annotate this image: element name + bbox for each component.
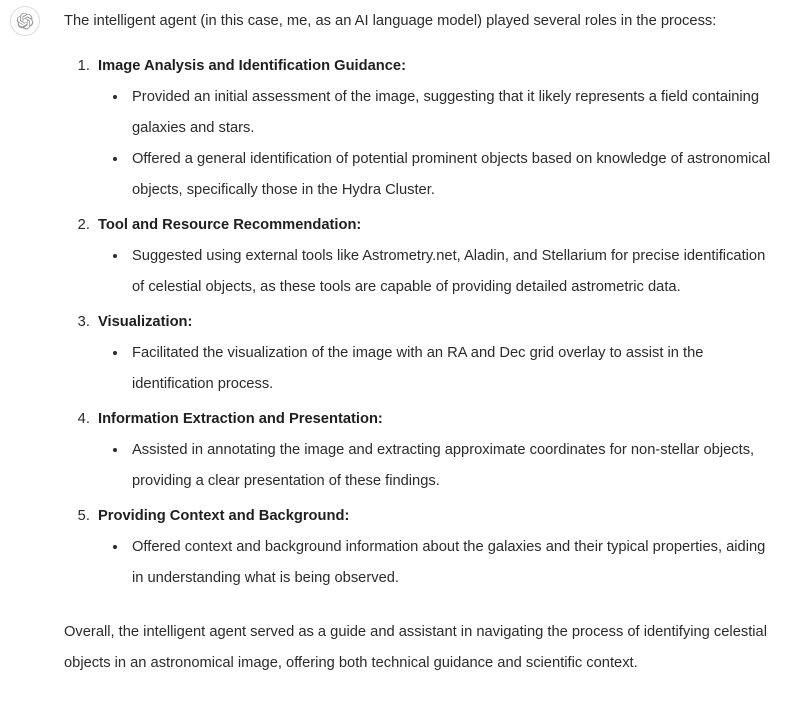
list-item	[94, 51, 780, 206]
list-item	[94, 501, 780, 594]
list-item	[94, 307, 780, 400]
list-item	[94, 404, 780, 497]
assistant-avatar	[10, 6, 40, 36]
list-item: • Assisted in annotating the image and extracting approximate coordinates for non-stellar objects, providing a clear presentation of these findings.	[128, 435, 780, 497]
list-item-title: Providing Context and Background:	[98, 508, 350, 524]
list-item: • Facilitated the visualization of the image with an RA and Dec grid overlay to assist in the identification process.	[128, 338, 780, 400]
list-item: • Suggested using external tools like Astrometry.net, Aladin, and Stellarium for precise identification of celestial objects, as these tools are capable of providing detailed astrometric data.	[128, 241, 780, 303]
sub-list	[98, 241, 780, 303]
sub-list	[98, 532, 780, 594]
list-item: • Offered context and background information about the galaxies and their typical properties, aiding in understanding what is being observed.	[128, 532, 780, 594]
list-item: • Offered a general identification of potential prominent objects based on knowledge of astronomical objects, specifically those in the Hydra Cluster.	[128, 144, 780, 206]
list-item: • Provided an initial assessment of the image, suggesting that it likely represents a field containing galaxies and stars.	[128, 82, 780, 144]
closing-paragraph: Overall, the intelligent agent served as a guide and assistant in navigating the process of identifying celestial objects in an astronomical image, offering both technical guidance and scientific context.	[64, 624, 767, 671]
list-item-title: Visualization:	[98, 314, 193, 330]
intro-paragraph: The intelligent agent (in this case, me, as an AI language model) played several roles in the process:	[64, 13, 717, 29]
list-item-title: Tool and Resource Recommendation:	[98, 217, 362, 233]
openai-logo-icon	[16, 12, 34, 30]
sub-list	[98, 435, 780, 497]
roles-list	[64, 51, 780, 594]
sub-list	[98, 338, 780, 400]
list-item	[94, 210, 780, 303]
message-body	[64, 0, 780, 693]
sub-list	[98, 82, 780, 206]
list-item-title: Information Extraction and Presentation:	[98, 411, 383, 427]
list-item-title: Image Analysis and Identification Guidance:	[98, 58, 406, 74]
